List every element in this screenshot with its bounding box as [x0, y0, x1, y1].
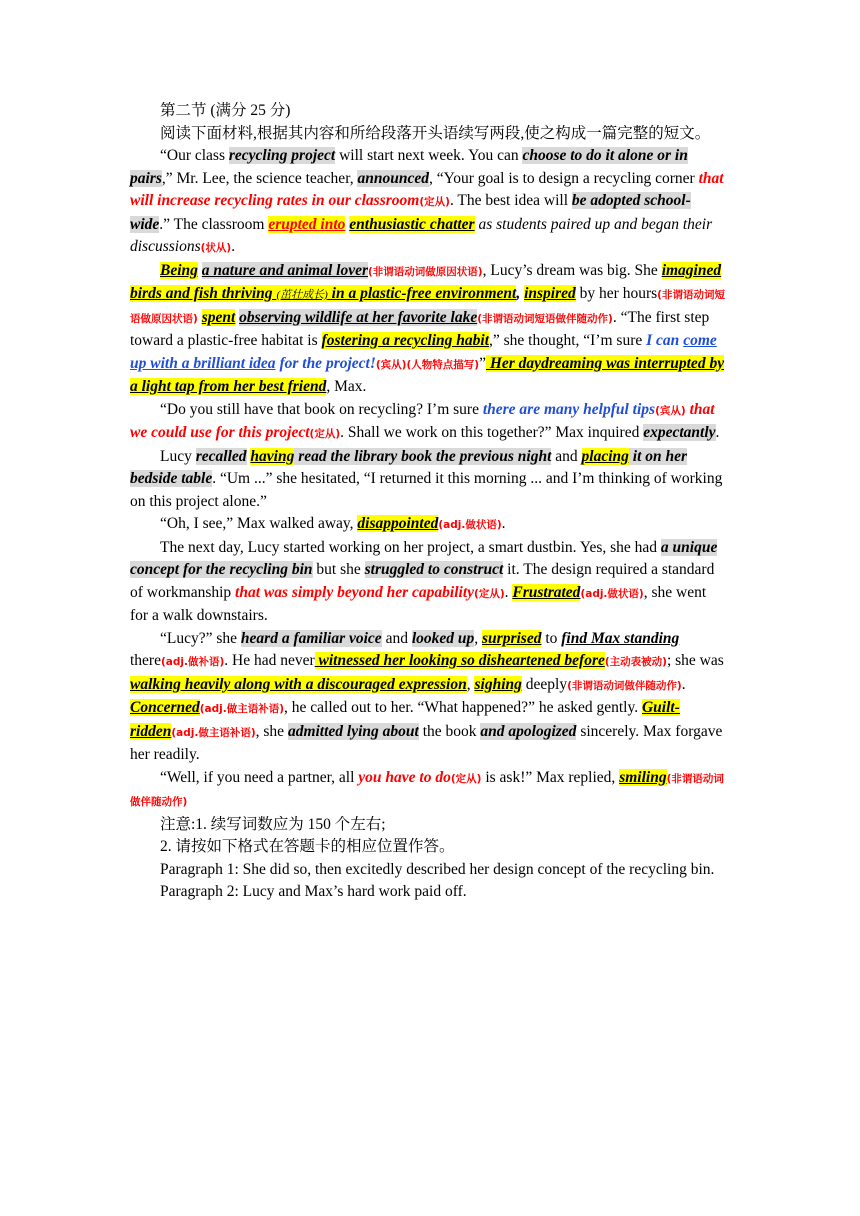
highlighted-phrase: Concerned: [130, 699, 200, 716]
paragraph-6: [130, 537, 728, 628]
instruction: 阅读下面材料,根据其内容和所给段落开头语续写两段,使之构成一篇完整的短文。: [160, 124, 711, 142]
paragraph-1: [130, 145, 728, 260]
text: ; she was: [666, 652, 724, 669]
text: .: [504, 583, 513, 601]
grammar-note: (非谓语动词做原因状语): [368, 265, 483, 278]
highlighted-phrase: spent: [201, 308, 236, 326]
grammar-note: (非谓语动词做伴随动作): [130, 772, 724, 808]
grammar-note: (非谓语动词短语做伴随动作): [477, 312, 613, 325]
text: ,” she thought, “I’m sure: [489, 332, 647, 349]
text: ”: [479, 354, 486, 372]
text: , Lucy’s dream was big. She: [482, 261, 662, 279]
red-clause: that will increase recycling rates in our classroom: [130, 169, 724, 209]
text: will start next week. You can: [335, 147, 523, 164]
grammar-note: (状从): [200, 242, 232, 254]
highlighted-phrase: enthusiastic chatter: [349, 215, 475, 233]
italic-clause: as students paired up and began their discussions: [130, 215, 713, 255]
highlighted-phrase: witnessed her looking so disheartened before: [314, 652, 605, 669]
highlighted-phrase: recycling project: [228, 147, 336, 164]
text: to: [541, 629, 562, 647]
highlighted-phrase: walking heavily along with a discouraged expression: [130, 675, 467, 693]
highlighted-phrase: admitted lying about: [287, 722, 419, 740]
text: there: [130, 652, 161, 669]
text: but she: [312, 561, 365, 578]
grammar-note: (定从): [419, 196, 450, 208]
text: . The best idea will: [449, 192, 572, 209]
text: , she went for a walk downstairs.: [130, 583, 707, 624]
highlighted-phrase: a nature and animal lover: [201, 261, 368, 279]
text: , Max.: [326, 378, 367, 395]
highlighted-phrase: Her daydreaming was interrupted by a light tap from her best friend: [130, 354, 725, 395]
text: . He had never: [224, 652, 315, 669]
text: is ask!” Max replied,: [481, 768, 620, 786]
blue-phrase: for the project!: [275, 354, 376, 372]
paragraph-8: [130, 767, 728, 814]
highlighted-phrase: looked up: [411, 629, 475, 647]
text: ,: [466, 675, 475, 693]
text: . Shall we work on this together?” Max inquired: [340, 424, 644, 441]
highlighted-phrase: read the library book the previous night: [294, 447, 552, 465]
text: .” The classroom: [159, 215, 269, 233]
note-format: 2. 请按如下格式在答题卡的相应位置作答。: [160, 838, 455, 855]
highlighted-phrase: inspired: [524, 285, 576, 302]
text: .: [715, 424, 720, 441]
highlighted-phrase: surprised: [482, 629, 542, 647]
grammar-note: (adj.做状语): [438, 519, 502, 531]
red-clause: you have to do: [358, 768, 451, 786]
highlighted-phrase: observing wildlife at her favorite lake: [239, 308, 478, 326]
grammar-note: (非谓语动词做伴随动作): [567, 679, 682, 692]
highlighted-phrase: a unique concept for the recycling bin: [130, 538, 718, 578]
highlighted-phrase: sighing: [474, 675, 522, 693]
highlighted-phrase: erupted into: [268, 215, 346, 233]
highlighted-phrase: Frustrated: [512, 583, 581, 601]
grammar-note: (定从): [474, 587, 505, 600]
text: , “Your goal is to design a recycling corner: [428, 169, 699, 187]
grammar-note: (adj.做主语补语): [171, 726, 256, 739]
paragraph-2-prompt: Paragraph 2: Lucy and Max’s hard work paid off.: [160, 883, 467, 900]
document-body: [130, 100, 728, 904]
grammar-note: (adj.做状语): [580, 587, 644, 600]
paragraph-7: [130, 628, 728, 767]
text: and: [381, 629, 412, 647]
blue-phrase: come up with a brilliant idea: [130, 332, 717, 372]
text: it. The design required a standard of workmanship: [130, 561, 715, 601]
blue-phrase: there are many helpful tips: [482, 400, 656, 418]
text: and: [551, 447, 582, 465]
gloss: (茁壮成长): [276, 289, 328, 301]
text: ,: [516, 285, 525, 302]
paragraph-2: [130, 260, 728, 399]
grammar-note: (adj.做补语): [160, 656, 225, 668]
paragraph-1-prompt: Paragraph 1: She did so, then excitedly described her design concept of the recycling bin.: [160, 860, 715, 878]
text: .: [501, 515, 506, 532]
text: ,: [474, 629, 483, 647]
highlighted-phrase: smiling: [619, 768, 667, 786]
paragraph-4: [130, 446, 728, 514]
text: the book: [418, 722, 481, 740]
text: , she: [255, 722, 288, 740]
text: “Oh, I see,” Max walked away,: [160, 515, 358, 532]
blue-phrase: I can: [646, 332, 684, 349]
highlighted-phrase: heard a familiar voice: [240, 629, 382, 647]
highlighted-phrase: expectantly: [643, 424, 716, 441]
text: by her hours: [575, 285, 658, 302]
text: The next day, Lucy started working on her project, a smart dustbin. Yes, she had: [160, 538, 661, 556]
text: “Well, if you need a partner, all: [160, 768, 359, 786]
grammar-note: (定从): [309, 428, 341, 440]
grammar-note: (非谓语动词短语做原因状语): [130, 289, 725, 325]
highlighted-phrase: struggled to construct: [364, 561, 504, 578]
text: .: [231, 238, 236, 255]
highlighted-phrase: choose to do it alone or in pairs: [130, 147, 688, 187]
highlighted-phrase: Being: [160, 261, 198, 279]
highlighted-phrase: placing: [581, 447, 629, 465]
text: , he called out to her. “What happened?” he asked gently.: [284, 699, 642, 716]
highlighted-phrase: it on her bedside table: [130, 447, 688, 487]
grammar-note: (adj.做主语补语): [199, 703, 285, 715]
highlighted-phrase: in a plastic-free environment: [327, 285, 517, 302]
underlined-phrase: find Max standing: [561, 629, 680, 647]
highlighted-phrase: and apologized: [480, 722, 577, 740]
paragraph-5: [130, 513, 728, 537]
grammar-note: (宾从): [655, 404, 686, 417]
highlighted-phrase: be adopted school-wide: [130, 192, 691, 233]
text: sincerely. Max forgave her readily.: [130, 722, 723, 763]
red-clause: that we could use for this project: [130, 400, 715, 441]
text: Lucy: [160, 447, 196, 465]
text: “Lucy?” she: [160, 629, 241, 647]
highlighted-phrase: disappointed: [357, 515, 439, 532]
text: . “The first step toward a plastic-free habitat is: [130, 308, 710, 349]
red-clause: that was simply beyond her capability: [235, 583, 475, 601]
text: “Our class: [160, 147, 229, 164]
paragraph-3: [130, 399, 728, 446]
text: .: [681, 675, 686, 693]
highlighted-phrase: announced: [357, 169, 429, 187]
grammar-note: (主动表被动): [604, 656, 667, 668]
highlighted-phrase: imagined birds and fish thriving: [130, 261, 722, 302]
grammar-note: (定从): [450, 772, 482, 785]
highlighted-phrase: recalled: [195, 447, 247, 465]
section-heading: 第二节 (满分 25 分): [160, 102, 291, 119]
text: ,” Mr. Lee, the science teacher,: [161, 169, 358, 187]
text: deeply: [521, 675, 568, 693]
grammar-note: (宾从)(人物特点描写): [375, 358, 480, 371]
highlighted-phrase: having: [250, 447, 295, 465]
text: . “Um ...” she hesitated, “I returned it this morning ... and I’m thinking of working on this project alone.”: [130, 470, 723, 510]
text: “Do you still have that book on recycling? I’m sure: [160, 400, 483, 418]
highlighted-phrase: fostering a recycling habit: [321, 332, 490, 349]
note-word-count: 注意:1. 续写词数应为 150 个左右;: [160, 815, 386, 833]
highlighted-phrase: Guilt-ridden: [130, 699, 680, 740]
